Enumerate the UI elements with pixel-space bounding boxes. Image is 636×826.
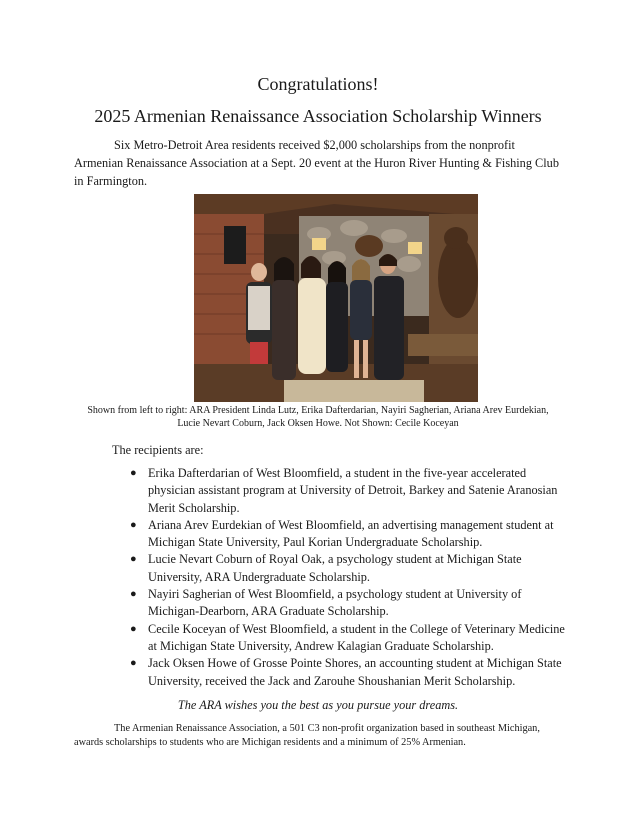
heading: Congratulations! <box>257 74 379 94</box>
bullet-icon: ● <box>130 657 137 670</box>
list-item <box>130 517 570 552</box>
list-item <box>130 655 570 690</box>
bullet-icon: ● <box>130 588 137 601</box>
recipients-list <box>130 465 570 690</box>
recipient-text: Ariana Arev Eurdekian of West Bloomfield, an advertising management student at Michigan State University, Paul Korian Undergraduate Scholarship. <box>148 517 554 550</box>
bullet-icon: ● <box>130 467 137 479</box>
caption-line-2: Lucie Nevart Coburn, Jack Oksen Howe. Not Shown: Cecile Koceyan <box>177 418 459 429</box>
caption-line-1: Shown from left to right: ARA President Linda Lutz, Erika Dafterdarian, Nayiri Sagherian, Ariana Arev Eurdekian, <box>87 405 549 416</box>
bullet-icon: ● <box>130 518 137 531</box>
recipient-text: Erika Dafterdarian of West Bloomfield, a student in the five-year accelerated physician assistant program at University of Detroit, Barkey and Satenie Aranosian Merit Scholarship. <box>148 466 558 515</box>
list-item <box>130 551 570 586</box>
recipient-text: Cecile Koceyan of West Bloomfield, a student in the College of Veterinary Medicine at Michigan State University, Andrew Kalagian Graduate Scholarship. <box>148 621 565 653</box>
bullet-icon: ● <box>130 622 137 635</box>
list-item <box>130 465 570 517</box>
subheading: 2025 Armenian Renaissance Association Scholarship Winners <box>94 106 542 126</box>
recipients-heading: The recipients are: <box>112 443 204 457</box>
list-item <box>130 621 570 656</box>
recipient-text: Jack Oksen Howe of Grosse Pointe Shores, an accounting student at Michigan State University, received the Jack and Zarouhe Shoushanian Merit Scholarship. <box>148 656 562 688</box>
closing-wish: The ARA wishes you the best as you pursue your dreams. <box>177 698 459 712</box>
footer-paragraph: The Armenian Renaissance Association, a 501 C3 non-profit organization based in southeast Michigan, awards scholarships to students who are Michigan residents and a minimum of 25% Armenian. <box>74 723 540 748</box>
bullet-icon: ● <box>130 553 137 566</box>
recipient-text: Nayiri Sagherian of West Bloomfield, a psychology student at University of Michigan-Dearborn, ARA Graduate Scholarship. <box>148 587 522 619</box>
intro-paragraph: Six Metro-Detroit Area residents received $2,000 scholarships from the nonprofit Armenian Renaissance Association at a Sept. 20 event at the Huron River Hunting & Fishing Club in Farmington. <box>74 138 559 188</box>
recipient-text: Lucie Nevart Coburn of Royal Oak, a psychology student at Michigan State University, ARA Undergraduate Scholarship. <box>148 552 522 584</box>
photo-caption <box>66 404 570 430</box>
list-item <box>130 586 570 621</box>
group-photo <box>194 194 478 402</box>
